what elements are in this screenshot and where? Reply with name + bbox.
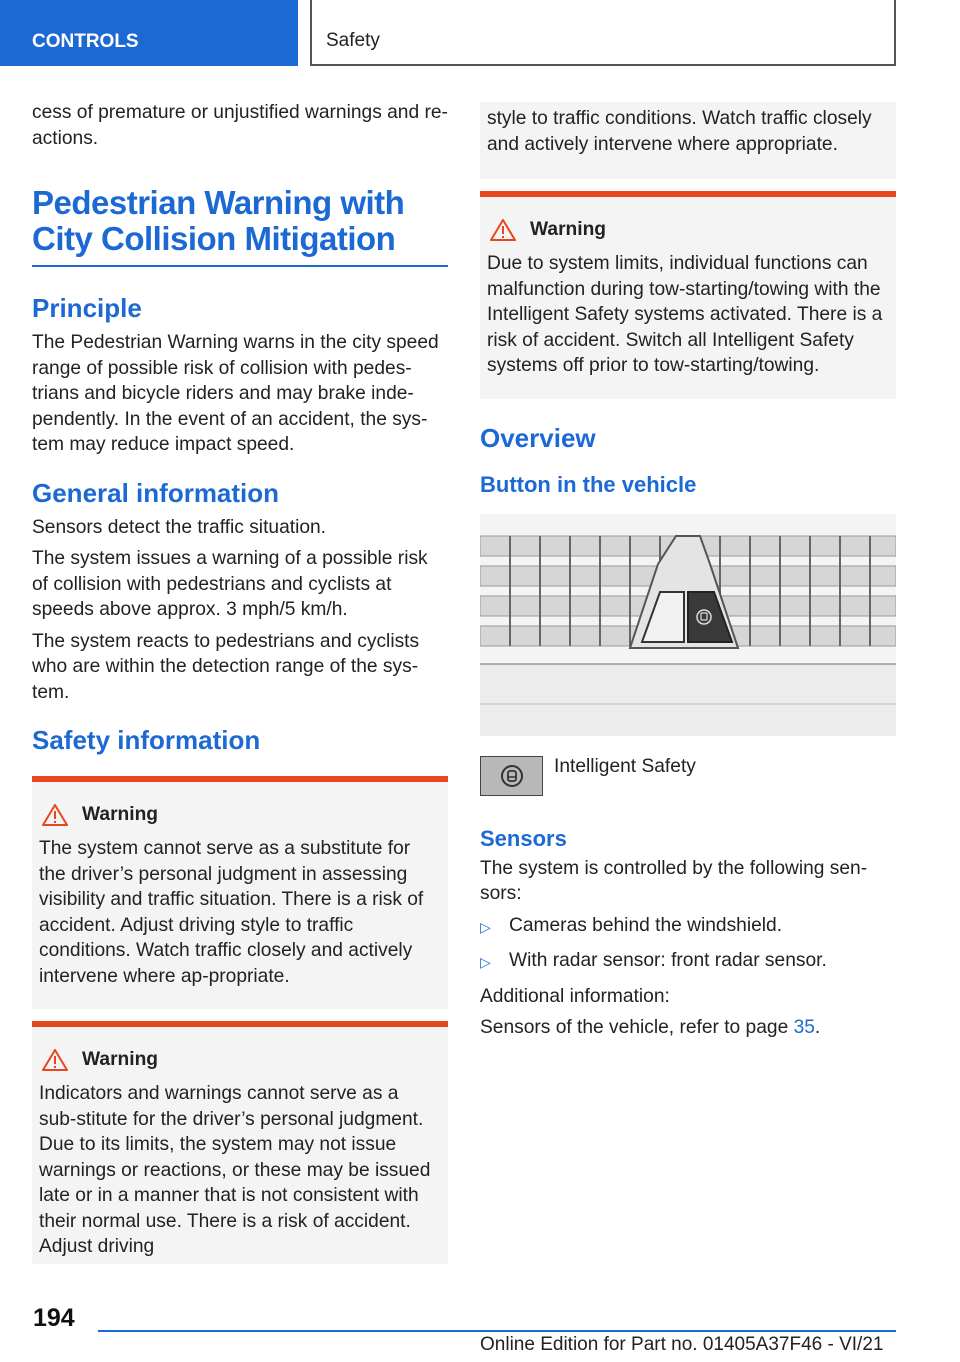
safety-heading: Safety information [32, 725, 261, 755]
sensors-intro: The system is controlled by the following sen‐sors: [480, 857, 868, 904]
list-item: ▷ Cameras behind the windshield. [480, 913, 896, 941]
general-paragraph-2: The system issues a warning of a possible risk of collision with pedestrians and cyclists at speeds above approx. 3 mph/5 km/h. [32, 548, 428, 620]
additional-info: Additional information: [480, 985, 670, 1007]
edition-text: Online Edition for Part no. 01405A37F46 - VI/21 [480, 1334, 884, 1355]
warning-text: style to traffic conditions. Watch traffic closely and actively intervene where appropriate. [487, 108, 872, 155]
warning-text: Indicators and warnings cannot serve as a sub‐stitute for the driver’s personal judgment. Due to its limits, the system may not issue warnings or reactions, or these may be issued late or in a manner that is not consistent with their normal use. There is a risk of accident. Adjust driving [39, 1083, 431, 1257]
chapter-tab[interactable]: CONTROLS [0, 0, 298, 66]
intelligent-safety-button-icon [480, 756, 543, 796]
warning-title: Warning [82, 1049, 159, 1070]
warning-text: Due to system limits, individual functions can malfunction during tow-starting/towing with the Intelligent Safety systems activated. There is a risk of accident. Switch all Intelligent Safety systems off prior to tow-starting/towing. [487, 253, 883, 376]
overview-heading: Overview [480, 422, 596, 453]
warning-triangle-icon [490, 219, 516, 241]
triangle-bullet-icon: ▷ [480, 954, 491, 970]
chapter-title: Pedestrian Warning with City Collision Mitigation [32, 185, 448, 267]
sensors-list [480, 913, 896, 976]
warning-box-1 [32, 776, 448, 1009]
general-paragraph-1: Sensors detect the traffic situation. [32, 516, 327, 538]
sensors-heading: Sensors [480, 825, 567, 851]
warning-triangle-icon [42, 1049, 68, 1071]
warning-title: Warning [82, 804, 159, 825]
warning-triangle-icon [42, 804, 68, 826]
right-column [480, 102, 896, 1047]
warning-text: The system cannot serve as a substitute for the driver’s personal judgment in assessing visibility and traffic situation. There is a risk of accident. Adjust driving style to traffic conditions. Watch traffic closely and actively intervene where ap‐propriate. [39, 838, 424, 987]
warning-title: Warning [530, 219, 607, 240]
principle-heading: Principle [32, 293, 142, 323]
warning-box-2-continued [480, 102, 896, 179]
section-tab[interactable]: Safety [310, 0, 896, 66]
list-item: ▷ With radar sensor: front radar sensor. [480, 948, 896, 976]
warning-box-3 [480, 191, 896, 399]
general-heading: General information [32, 477, 280, 508]
page-number: 194 [33, 1304, 75, 1332]
legend-label: Intelligent Safety [554, 755, 696, 777]
legend-row [480, 756, 896, 796]
button-panel-drawing [480, 514, 896, 736]
button-heading: Button in the vehicle [480, 471, 697, 497]
general-paragraph-3: The system reacts to pedestrians and cyclists who are within the detection range of the sys‐tem. [32, 630, 420, 703]
triangle-bullet-icon: ▷ [480, 918, 491, 935]
page-header [0, 0, 960, 66]
page-link[interactable]: 35 [793, 1017, 815, 1038]
left-column [32, 100, 448, 1264]
principle-text: The Pedestrian Warning warns in the city speed range of possible risk of collision with pedes‐trians and bicycle riders and may brake inde‐pendently. In the event of an accident, the sys‐tem may reduce impact speed. [32, 332, 439, 455]
page-reference: Sensors of the vehicle, refer to page 35. [480, 1017, 821, 1038]
intro-text: cess of premature or unjustified warnings and re‐actions. [32, 102, 448, 149]
footer-rule [98, 1330, 896, 1332]
page-footer [0, 1290, 960, 1362]
warning-box-2 [32, 1021, 448, 1264]
vehicle-button-illustration [480, 514, 896, 736]
